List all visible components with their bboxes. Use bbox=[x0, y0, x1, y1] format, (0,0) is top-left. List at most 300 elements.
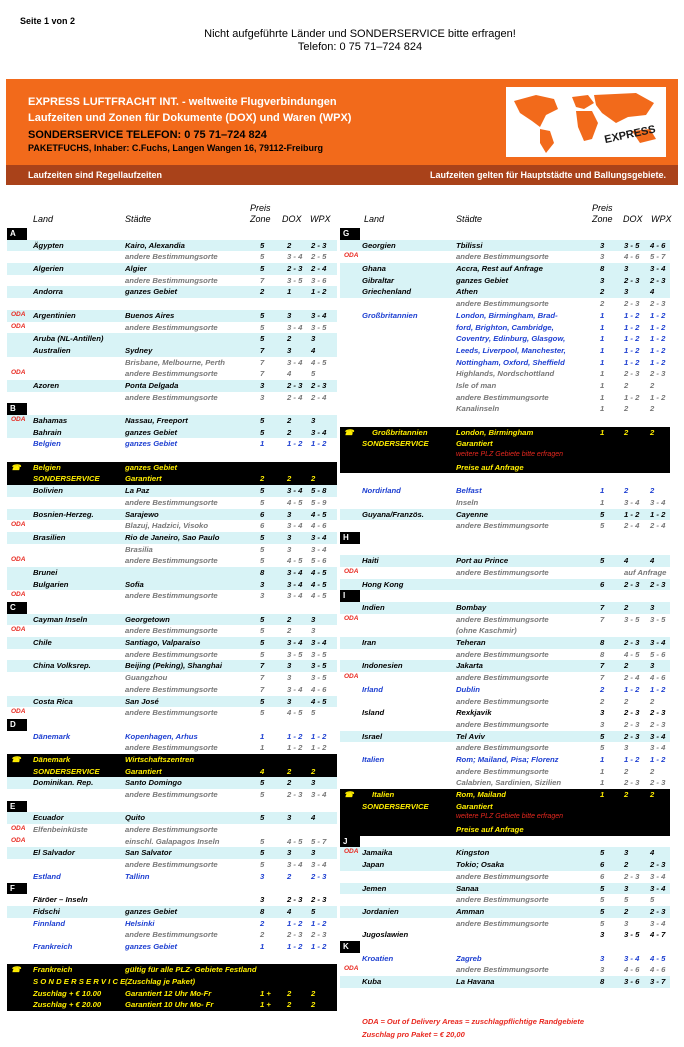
letter-label: I bbox=[340, 590, 360, 602]
dox-time: 2 - 4 bbox=[287, 392, 303, 402]
city-name: Tbilissi bbox=[456, 240, 483, 250]
letter-heading bbox=[340, 941, 670, 953]
dox-time: 3 - 4 bbox=[287, 322, 303, 332]
footer-oda-note: ODA = Out of Delivery Areas = zuschlagpflichtige Randgebiete bbox=[362, 1017, 584, 1026]
country-name: Chile bbox=[33, 638, 52, 648]
city-name: Garantiert bbox=[456, 801, 493, 811]
letter-label: F bbox=[7, 883, 27, 895]
wpx-time: 1 - 2 bbox=[311, 941, 327, 951]
city-name: Rom, Mailand bbox=[456, 790, 506, 799]
letter-heading bbox=[340, 228, 670, 240]
city-name: La Havana bbox=[456, 977, 495, 986]
wpx-time: 1 - 2 bbox=[650, 509, 666, 519]
country-name: Ghana bbox=[362, 264, 386, 274]
wpx-time: 3 - 4 bbox=[650, 731, 666, 741]
country-name: Ägypten bbox=[33, 240, 64, 250]
country-name: Ecuador bbox=[33, 813, 64, 823]
wpx-time: 4 - 5 bbox=[311, 567, 327, 577]
dox-time: 3 - 4 bbox=[287, 860, 303, 870]
city-name: Rio de Janeiro, Sao Paulo bbox=[125, 532, 220, 542]
wpx-time: 2 - 3 bbox=[311, 240, 327, 250]
country-row bbox=[340, 251, 670, 263]
dox-time: 2 - 3 bbox=[624, 871, 640, 881]
country-row bbox=[340, 380, 670, 392]
wpx-time: 3 - 4 bbox=[311, 532, 327, 542]
price-zone: 3 bbox=[260, 871, 265, 881]
dox-time: 3 - 4 bbox=[287, 357, 303, 367]
price-zone: 5 bbox=[260, 556, 265, 566]
country-name: SONDERSERVICE bbox=[33, 766, 100, 776]
country-row bbox=[7, 742, 337, 754]
dox-time: 2 - 3 bbox=[624, 638, 640, 648]
city-name: Ponta Delgada bbox=[125, 380, 179, 390]
sonderservice-row bbox=[340, 789, 670, 801]
country-row bbox=[340, 976, 670, 988]
letter-label: B bbox=[7, 403, 27, 415]
city-name: andere Bestimmungsorte bbox=[456, 521, 549, 531]
wpx-time: 4 - 7 bbox=[650, 930, 666, 940]
city-name: andere Bestimmungsorte bbox=[125, 930, 218, 940]
country-row bbox=[7, 836, 337, 848]
wpx-time: 5 bbox=[311, 708, 316, 718]
city-name: Sarajewo bbox=[125, 509, 159, 519]
country-row bbox=[7, 789, 337, 801]
wpx-time: 3 bbox=[311, 334, 316, 344]
dox-time: 3 bbox=[624, 883, 629, 893]
country-row bbox=[340, 345, 670, 357]
price-zone: 6 bbox=[260, 521, 265, 531]
wpx-time: 2 - 3 bbox=[311, 380, 327, 390]
sonderservice-row bbox=[340, 438, 670, 450]
dox-time: 3 bbox=[624, 287, 629, 297]
city-name: Garantiert bbox=[456, 439, 493, 449]
wpx-time: 3 - 4 bbox=[650, 638, 666, 648]
wpx-time: 3 - 7 bbox=[650, 977, 666, 986]
country-row bbox=[7, 567, 337, 579]
city-name: Beijing (Peking), Shanghai bbox=[125, 661, 222, 671]
wpx-time: 4 bbox=[650, 848, 655, 858]
country-name: Fidschi bbox=[33, 906, 60, 916]
sonderservice-row bbox=[7, 462, 337, 474]
country-row bbox=[7, 298, 337, 310]
price-zone: 6 bbox=[600, 871, 605, 881]
dox-time: 1 bbox=[287, 287, 292, 297]
dox-time: 2 - 3 bbox=[287, 264, 303, 274]
wpx-time: 3 - 5 bbox=[311, 322, 327, 332]
wpx-time: 4 bbox=[650, 287, 655, 297]
country-name: Dominikan. Rep. bbox=[33, 778, 94, 788]
price-zone: 3 bbox=[600, 240, 605, 250]
country-row bbox=[7, 509, 337, 521]
country-name: Jugoslawien bbox=[362, 930, 409, 940]
dox-time: 3 - 4 bbox=[287, 252, 303, 262]
dox-time: 1 - 2 bbox=[624, 684, 640, 694]
dox-time: 1 - 2 bbox=[287, 918, 303, 928]
letter-heading bbox=[7, 883, 337, 895]
country-row bbox=[340, 614, 670, 626]
country-row bbox=[340, 894, 670, 906]
wpx-time: 1 - 2 bbox=[311, 743, 327, 753]
dox-time: 1 - 2 bbox=[624, 509, 640, 519]
city-name: andere Bestimmungsorte bbox=[125, 790, 218, 799]
wpx-time: 5 - 6 bbox=[650, 649, 666, 659]
country-row bbox=[7, 532, 337, 544]
wpx-time: 5 bbox=[311, 906, 316, 916]
wpx-time: 4 - 6 bbox=[650, 240, 666, 250]
dox-time: 3 bbox=[624, 264, 629, 274]
service-note: weitere PLZ Gebiete bitte erfragen bbox=[456, 451, 564, 459]
dox-time: 2 bbox=[624, 427, 629, 437]
wpx-time: 2 bbox=[650, 766, 655, 776]
dox-time: 1 - 2 bbox=[624, 357, 640, 367]
dox-time: 3 - 5 bbox=[287, 275, 303, 285]
city-name: Athen bbox=[456, 287, 478, 297]
header-land: Land bbox=[364, 214, 385, 224]
city-name: Garantiert 12 Uhr Mo-Fr bbox=[125, 988, 212, 998]
price-zone: 1 bbox=[260, 439, 265, 449]
city-name: Highlands, Nordschottland bbox=[456, 369, 555, 379]
country-name: Indonesien bbox=[362, 661, 403, 671]
wpx-time: 2 bbox=[650, 486, 655, 496]
wpx-time: 2 bbox=[311, 1000, 316, 1010]
country-row bbox=[340, 777, 670, 789]
dox-time: 5 bbox=[624, 895, 629, 905]
dox-time: 4 - 5 bbox=[287, 497, 303, 507]
country-row bbox=[7, 906, 337, 918]
wpx-time: 2 bbox=[650, 380, 655, 390]
city-name: Georgetown bbox=[125, 614, 170, 624]
letter-heading bbox=[7, 602, 337, 614]
dox-time: 3 - 5 bbox=[624, 614, 640, 624]
country-row bbox=[340, 310, 670, 322]
price-zone: 5 bbox=[260, 649, 265, 659]
price-zone: 2 bbox=[260, 287, 265, 297]
wpx-time: 2 - 3 bbox=[311, 895, 327, 905]
wpx-time: 2 - 3 bbox=[311, 871, 327, 881]
price-zone: 8 bbox=[600, 638, 605, 648]
strip-right-text: Laufzeiten gelten für Hauptstädte und Ballungsgebiete. bbox=[429, 170, 666, 180]
price-zone: 1 bbox=[600, 778, 605, 788]
wpx-time: 3 - 6 bbox=[311, 275, 327, 285]
country-name: Großbritannien bbox=[372, 427, 428, 437]
country-row bbox=[7, 322, 337, 334]
wpx-time: 1 - 2 bbox=[650, 392, 666, 402]
city-name: Santo Domingo bbox=[125, 778, 182, 788]
price-zone: 5 bbox=[260, 708, 265, 718]
city-name: Quito bbox=[125, 813, 146, 823]
dox-time: 1 - 2 bbox=[624, 310, 640, 320]
header-preis: Preis bbox=[592, 203, 613, 213]
sonderservice-row bbox=[340, 427, 670, 439]
wpx-time: 2 - 3 bbox=[650, 369, 666, 379]
wpx-time: 3 bbox=[311, 848, 316, 858]
price-zone: 5 bbox=[260, 416, 265, 425]
dox-time: 2 bbox=[624, 860, 629, 870]
price-zone: 2 bbox=[260, 930, 265, 940]
price-zone: 2 bbox=[600, 696, 605, 706]
wpx-time: 3 - 4 bbox=[311, 860, 327, 870]
city-name: Garantiert bbox=[125, 766, 162, 776]
country-name: Bosnien-Herzeg. bbox=[33, 509, 94, 519]
wpx-time: 4 - 5 bbox=[650, 953, 666, 963]
city-name: ganzes Gebiet bbox=[125, 287, 178, 297]
country-row bbox=[7, 894, 337, 906]
country-name: Australien bbox=[33, 345, 71, 355]
country-name: Gibraltar bbox=[362, 275, 395, 285]
city-name: Kopenhagen, Arhus bbox=[125, 731, 198, 741]
price-zone: 5 bbox=[260, 310, 265, 320]
letter-label: H bbox=[340, 532, 360, 544]
price-zone: 5 bbox=[260, 264, 265, 274]
city-name: ford, Brighton, Cambridge, bbox=[456, 322, 554, 332]
express-logo-text: EXPRESS bbox=[603, 123, 657, 147]
oda-label: ODA bbox=[344, 614, 359, 622]
country-row bbox=[7, 859, 337, 871]
country-row bbox=[7, 485, 337, 497]
country-row bbox=[340, 544, 670, 556]
wpx-time: 3 - 4 bbox=[650, 918, 666, 928]
header-dox: DOX bbox=[623, 214, 643, 224]
country-name: Irland bbox=[362, 684, 383, 694]
dox-time: 2 bbox=[624, 766, 629, 776]
dox-time: 3 - 4 bbox=[287, 591, 303, 601]
city-name: andere Bestimmungsorte bbox=[125, 275, 218, 285]
price-zone: 5 bbox=[260, 638, 265, 648]
price-zone: 7 bbox=[600, 661, 605, 671]
wpx-time: 3 - 4 bbox=[650, 743, 666, 753]
price-zone: 7 bbox=[260, 684, 265, 694]
country-row bbox=[340, 684, 670, 696]
letter-label: E bbox=[7, 801, 27, 813]
dox-time: 1 - 2 bbox=[287, 743, 303, 753]
price-zone: 5 bbox=[260, 486, 265, 496]
dox-time: 3 bbox=[287, 813, 292, 823]
letter-heading bbox=[7, 719, 337, 731]
city-name: Inseln bbox=[456, 497, 479, 507]
country-row bbox=[7, 286, 337, 298]
wpx-time: 4 - 5 bbox=[311, 579, 327, 589]
price-zone: 4 bbox=[260, 766, 265, 776]
left-country-table bbox=[7, 198, 337, 1011]
city-name: Garantiert bbox=[125, 474, 162, 484]
country-name: Aruba (NL-Antillen) bbox=[33, 334, 104, 344]
city-name: Tokio; Osaka bbox=[456, 860, 504, 870]
oda-label: ODA bbox=[11, 591, 26, 599]
price-zone: 3 bbox=[260, 392, 265, 402]
price-zone: 5 bbox=[260, 836, 265, 846]
city-name: ganzes Gebiet bbox=[125, 427, 178, 437]
country-name: Kuba bbox=[362, 977, 382, 986]
country-name: Estland bbox=[33, 871, 61, 881]
price-zone: 6 bbox=[260, 509, 265, 519]
wpx-time: 4 bbox=[650, 556, 655, 566]
country-row bbox=[7, 357, 337, 369]
wpx-time: 3 - 4 bbox=[311, 427, 327, 437]
city-name: ganzes Gebiet bbox=[125, 462, 178, 472]
country-row bbox=[340, 555, 670, 567]
city-name: andere Bestimmungsorte bbox=[125, 322, 218, 332]
wpx-time: 1 - 2 bbox=[311, 918, 327, 928]
country-name: Israel bbox=[362, 731, 383, 741]
dox-time: 2 bbox=[287, 240, 292, 250]
letter-heading bbox=[7, 403, 337, 415]
sonderservice-row bbox=[7, 999, 337, 1011]
price-zone: 5 bbox=[260, 497, 265, 507]
wpx-time: 1 - 2 bbox=[311, 287, 327, 297]
dox-time: 2 bbox=[287, 778, 292, 788]
sonderservice-row bbox=[7, 766, 337, 778]
right-country-table bbox=[340, 198, 670, 988]
city-name: andere Bestimmungsorte bbox=[456, 895, 549, 905]
country-name: Zuschlag + € 10.00 bbox=[33, 988, 102, 998]
letter-label: G bbox=[340, 228, 360, 240]
country-row bbox=[340, 918, 670, 930]
price-zone: 5 bbox=[260, 626, 265, 636]
country-row bbox=[7, 871, 337, 883]
country-name: Andorra bbox=[33, 287, 63, 297]
city-name: Garantiert 10 Uhr Mo- Fr bbox=[125, 1000, 214, 1010]
country-row bbox=[7, 415, 337, 427]
dox-time: 3 - 4 bbox=[287, 486, 303, 496]
country-row bbox=[340, 403, 670, 415]
country-row bbox=[340, 286, 670, 298]
wpx-time: 2 - 4 bbox=[311, 264, 327, 274]
price-zone: 5 bbox=[260, 322, 265, 332]
city-name: (ohne Kaschmir) bbox=[456, 626, 517, 636]
country-row bbox=[340, 883, 670, 895]
country-row bbox=[340, 929, 670, 941]
dox-time: 4 - 5 bbox=[287, 836, 303, 846]
country-row bbox=[7, 392, 337, 404]
country-name: Azoren bbox=[33, 380, 60, 390]
info-strip bbox=[6, 165, 678, 185]
banner-phone: SONDERSERVICE TELEFON: 0 75 71–724 824 bbox=[28, 129, 267, 141]
country-name: Bahrain bbox=[33, 427, 62, 437]
price-zone: 5 bbox=[260, 532, 265, 542]
wpx-time: 3 bbox=[311, 416, 316, 425]
city-name: andere Bestimmungsorte bbox=[125, 825, 218, 835]
city-name: andere Bestimmungsorte bbox=[125, 392, 218, 402]
city-name: Amman bbox=[456, 906, 485, 916]
wpx-time: 3 bbox=[650, 603, 655, 612]
country-row bbox=[340, 263, 670, 275]
city-name: andere Bestimmungsorte bbox=[125, 860, 218, 870]
wpx-time: 2 - 4 bbox=[311, 392, 327, 402]
dox-time: 2 bbox=[287, 1000, 292, 1010]
city-name: Bombay bbox=[456, 603, 487, 612]
country-row bbox=[7, 929, 337, 941]
dox-time: 2 bbox=[287, 474, 292, 484]
dox-time: 2 - 3 bbox=[624, 708, 640, 718]
country-row bbox=[7, 263, 337, 275]
dox-time: 3 bbox=[287, 544, 292, 554]
city-name: andere Bestimmungsorte bbox=[456, 965, 549, 975]
city-name: Leeds, Liverpool, Manchester, bbox=[456, 345, 566, 355]
dox-time: 1 - 2 bbox=[624, 334, 640, 344]
wpx-time: 2 - 3 bbox=[650, 778, 666, 788]
dox-time: 3 - 5 bbox=[624, 240, 640, 250]
country-name: Cayman Inseln bbox=[33, 614, 88, 624]
dox-time: 3 - 4 bbox=[287, 567, 303, 577]
country-name: Dänemark bbox=[33, 754, 71, 764]
city-name: Zagreb bbox=[456, 953, 482, 963]
footer-surcharge-note: Zuschlag pro Paket = € 20,00 bbox=[362, 1030, 465, 1039]
header-wpx: WPX bbox=[310, 214, 331, 224]
price-zone: 7 bbox=[600, 614, 605, 624]
sonderservice-row bbox=[340, 824, 670, 836]
wpx-time: 3 - 4 bbox=[650, 497, 666, 507]
wpx-time: 2 bbox=[650, 696, 655, 706]
dox-time: 3 bbox=[287, 532, 292, 542]
price-zone: 5 bbox=[260, 427, 265, 437]
price-zone: 5 bbox=[260, 790, 265, 799]
country-row bbox=[340, 731, 670, 743]
dox-time: 3 - 4 bbox=[287, 521, 303, 531]
country-row bbox=[7, 590, 337, 602]
price-zone: 1 bbox=[600, 392, 605, 402]
country-row bbox=[7, 918, 337, 930]
country-row bbox=[340, 906, 670, 918]
city-name: Sofia bbox=[125, 579, 144, 589]
contact-phone: Telefon: 0 75 71–724 824 bbox=[297, 41, 423, 53]
wpx-time: 3 bbox=[650, 661, 655, 671]
wpx-time: 3 bbox=[311, 626, 316, 636]
price-zone: 5 bbox=[600, 731, 605, 741]
country-row bbox=[340, 953, 670, 965]
dox-time: 3 - 4 bbox=[624, 497, 640, 507]
wpx-time: 4 - 6 bbox=[650, 673, 666, 683]
city-name: La Paz bbox=[125, 486, 150, 496]
wpx-time: 5 - 8 bbox=[311, 486, 327, 496]
country-name: Island bbox=[362, 708, 385, 718]
wpx-time: 1 - 2 bbox=[650, 310, 666, 320]
contact-info bbox=[150, 28, 570, 54]
price-zone: 5 bbox=[600, 848, 605, 858]
price-zone: 1 bbox=[600, 334, 605, 344]
country-name: SONDERSERVICE bbox=[362, 439, 429, 449]
price-zone: 5 bbox=[600, 918, 605, 928]
phone-icon: ☎ bbox=[344, 427, 354, 437]
city-name: einschl. Galapagos Inseln bbox=[125, 836, 220, 846]
dox-time: 3 - 4 bbox=[624, 953, 640, 963]
sonderservice-row bbox=[340, 450, 670, 462]
oda-label: ODA bbox=[11, 825, 26, 833]
price-zone: 3 bbox=[600, 930, 605, 940]
city-name: andere Bestimmungsorte bbox=[456, 649, 549, 659]
country-row bbox=[7, 438, 337, 450]
country-row bbox=[340, 392, 670, 404]
city-name: Brisbane, Melbourne, Perth bbox=[125, 357, 225, 367]
city-name: andere Bestimmungsorte bbox=[125, 743, 218, 753]
city-name: Preise auf Anfrage bbox=[456, 462, 524, 472]
phone-icon: ☎ bbox=[11, 462, 21, 472]
dox-time: 1 - 2 bbox=[624, 345, 640, 355]
wpx-time: 5 bbox=[311, 369, 316, 379]
country-name: Jemen bbox=[362, 883, 387, 893]
country-row bbox=[340, 649, 670, 661]
country-row bbox=[7, 684, 337, 696]
price-zone: 1 bbox=[260, 731, 265, 741]
country-name: China Volksrep. bbox=[33, 661, 91, 671]
price-zone: 8 bbox=[600, 977, 605, 986]
header-land: Land bbox=[33, 214, 54, 224]
price-zone: 5 bbox=[260, 860, 265, 870]
country-name: Algerien bbox=[33, 264, 64, 274]
price-zone: 3 bbox=[600, 252, 605, 262]
wpx-time: 2 bbox=[311, 474, 316, 484]
city-name: gültig für alle PLZ- Gebiete Festland bbox=[125, 965, 257, 975]
city-name: andere Bestimmungsorte bbox=[456, 614, 549, 624]
